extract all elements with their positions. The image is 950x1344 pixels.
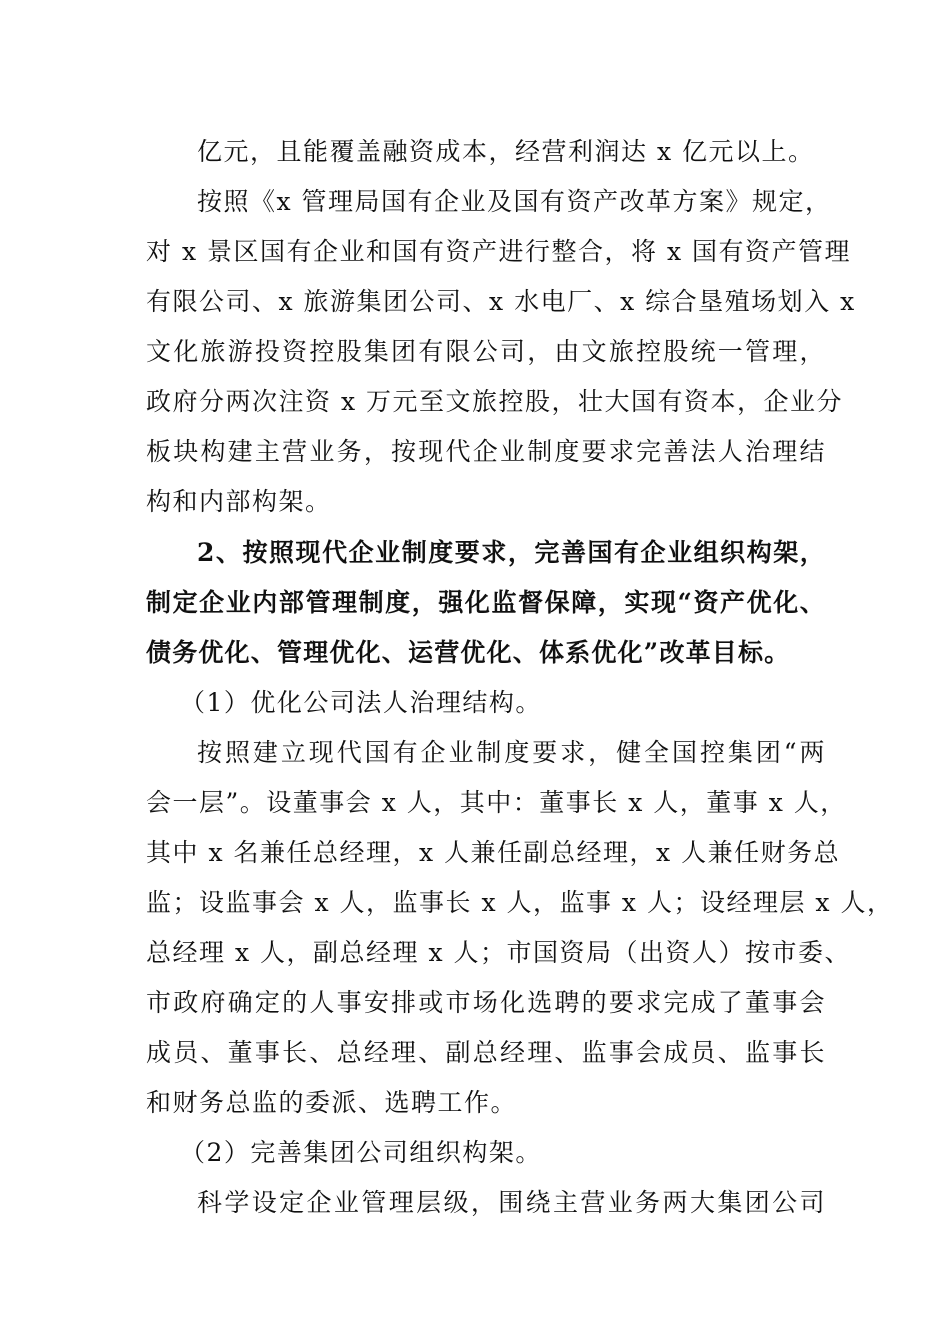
paragraph-line: 亿元，且能覆盖融资成本，经营利润达 x 亿元以上。: [197, 137, 815, 166]
paragraph-line: 文化旅游投资控股集团有限公司，由文旅控股统一管理，: [146, 337, 826, 366]
paragraph-line: 科学设定企业管理层级，围绕主营业务两大集团公司: [197, 1188, 826, 1217]
paragraph-line: 其中 x 名兼任总经理，x 人兼任副总经理，x 人兼任财务总: [146, 838, 841, 867]
paragraph-line: 和财务总监的委派、选聘工作。: [146, 1088, 518, 1117]
paragraph-line: 对 x 景区国有企业和国有资产进行整合，将 x 国有资产管理: [146, 237, 851, 266]
paragraph-line: 成员、董事长、总经理、副总经理、监事会成员、监事长: [146, 1038, 826, 1067]
paragraph-line: 监；设监事会 x 人，监事长 x 人，监事 x 人；设经理层 x 人，: [146, 888, 894, 917]
section-heading-line: 2、按照现代企业制度要求，完善国有企业组织构架，: [197, 538, 826, 567]
paragraph-line: 政府分两次注资 x 万元至文旅控股，壮大国有资本，企业分: [146, 387, 843, 416]
subsection-heading: （1）优化公司法人治理结构。: [180, 688, 542, 717]
paragraph-line: 按照建立现代国有企业制度要求，健全国控集团“两: [197, 738, 826, 767]
paragraph-line: 会一层”。设董事会 x 人，其中：董事长 x 人，董事 x 人，: [146, 788, 847, 817]
paragraph-line: 构和内部构架。: [146, 487, 332, 516]
paragraph-line: 市政府确定的人事安排或市场化选聘的要求完成了董事会: [146, 988, 826, 1017]
subsection-heading: （2）完善集团公司组织构架。: [180, 1138, 542, 1167]
paragraph-line: 板块构建主营业务，按现代企业制度要求完善法人治理结: [146, 437, 826, 466]
paragraph-line: 按照《x 管理局国有企业及国有资产改革方案》规定，: [197, 187, 832, 216]
paragraph-line: 有限公司、x 旅游集团公司、x 水电厂、x 综合垦殖场划入 x: [146, 287, 856, 316]
paragraph-line: 总经理 x 人，副总经理 x 人；市国资局（出资人）按市委、: [146, 938, 851, 967]
section-heading-line: 债务优化、管理优化、运营优化、体系优化”改革目标。: [146, 638, 791, 667]
section-heading-line: 制定企业内部管理制度，强化监督保障，实现“资产优化、: [146, 588, 826, 617]
